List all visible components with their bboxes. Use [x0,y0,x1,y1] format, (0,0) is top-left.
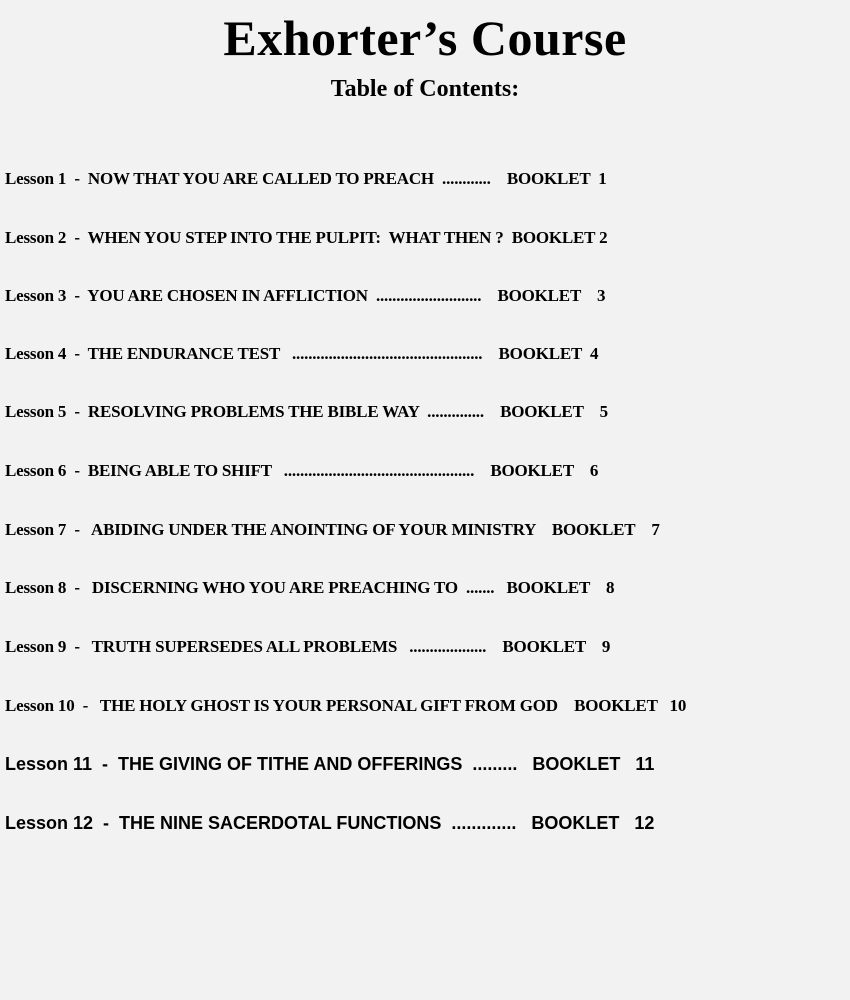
toc-entry-lesson-4: Lesson 4 - THE ENDURANCE TEST ............................................... BOOKLET 4 [5,344,599,363]
toc-entry-lesson-3: Lesson 3 - YOU ARE CHOSEN IN AFFLICTION .......................... BOOKLET 3 [5,286,606,305]
table-of-contents-heading: Table of Contents: [330,76,520,102]
toc-entry-lesson-11: Lesson 11 - THE GIVING OF TITHE AND OFFERINGS ......... BOOKLET 11 [5,754,655,774]
toc-entry-lesson-9: Lesson 9 - TRUTH SUPERSEDES ALL PROBLEMS ................... BOOKLET 9 [5,637,611,656]
document-title: Exhorter’s Course [223,10,627,66]
toc-entry-lesson-7: Lesson 7 - ABIDING UNDER THE ANOINTING OF YOUR MINISTRY BOOKLET 7 [5,520,660,539]
toc-entry-lesson-8: Lesson 8 - DISCERNING WHO YOU ARE PREACHING TO ....... BOOKLET 8 [5,578,615,597]
toc-entry-lesson-2: Lesson 2 - WHEN YOU STEP INTO THE PULPIT: WHAT THEN ? BOOKLET 2 [5,228,608,247]
toc-entry-lesson-12: Lesson 12 - THE NINE SACERDOTAL FUNCTIONS ............. BOOKLET 12 [5,813,655,833]
toc-entry-lesson-10: Lesson 10 - THE HOLY GHOST IS YOUR PERSONAL GIFT FROM GOD BOOKLET 10 [5,696,687,715]
toc-entry-lesson-5: Lesson 5 - RESOLVING PROBLEMS THE BIBLE WAY .............. BOOKLET 5 [5,402,608,421]
toc-entry-lesson-6: Lesson 6 - BEING ABLE TO SHIFT ............................................... BOOKLET 6 [5,461,599,480]
toc-entry-lesson-1: Lesson 1 - NOW THAT YOU ARE CALLED TO PREACH ............ BOOKLET 1 [5,169,607,188]
